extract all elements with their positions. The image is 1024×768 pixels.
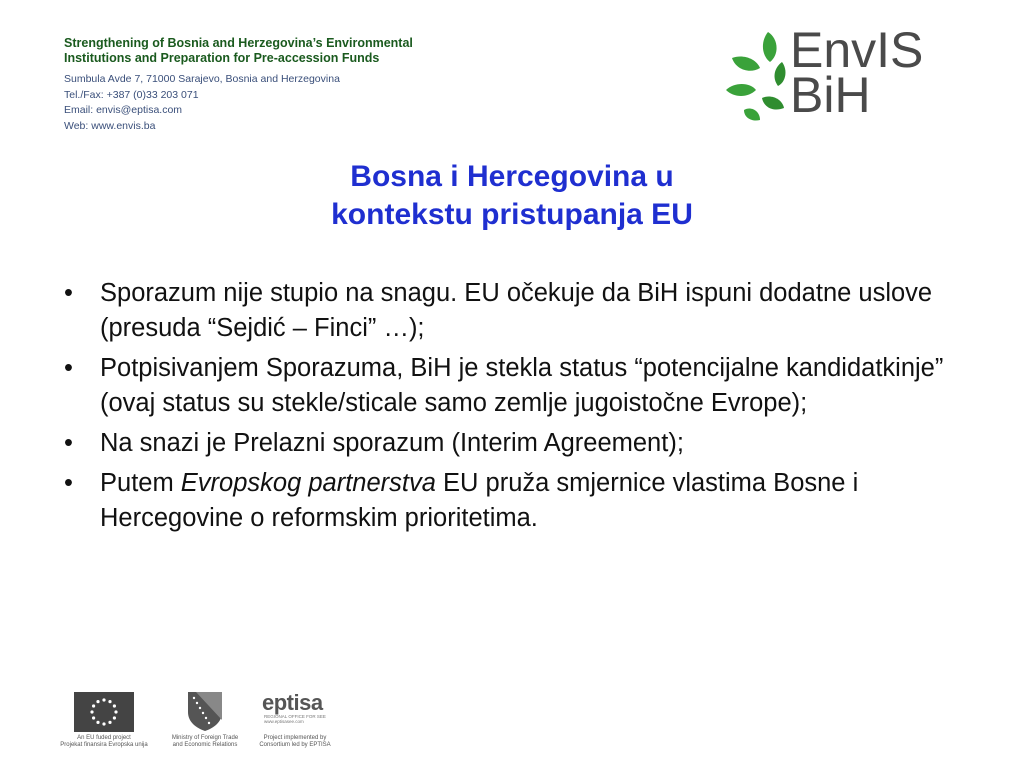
bullet-text-4-pre: Putem [100, 469, 181, 497]
envis-logo [722, 22, 962, 128]
slide-title [0, 158, 1024, 234]
bullet-item-3 [60, 426, 980, 461]
bullet-glyph: • [64, 279, 73, 307]
bullet-text-1: Sporazum nije stupio na snagu. EU očekuje da BiH ispuni dodatne uslove (presuda “Sejdić – Finci” …); [100, 279, 933, 342]
eptisa-caption-1: Project implemented by [263, 735, 327, 741]
bullet-text-4-post: EU pruža smjernice vlastima Bosne i Hercegovine o reformskim prioritetima. [100, 469, 859, 532]
web-text: Web: www.envis.ba [64, 119, 156, 132]
ministry-caption-2: and Economic Relations [172, 742, 238, 748]
eu-caption-2: Projekat finansira Evropska unija [60, 742, 148, 748]
logo-line-1: EnvIS [790, 22, 924, 78]
bullet-glyph: • [64, 354, 73, 382]
bullet-glyph: • [64, 469, 73, 497]
bullet-text-4-italic: Evropskog partnerstva [180, 469, 436, 497]
bullet-item-4 [60, 466, 980, 536]
ministry-caption-1: Ministry of Foreign Trade [171, 735, 239, 741]
email-text: Email: envis@eptisa.com [64, 104, 183, 116]
org-line-1: Strengthening of Bosnia and Herzegovina’s Environmental [64, 36, 413, 50]
eptisa-caption [250, 735, 340, 749]
eu-flag-icon [74, 692, 134, 732]
leaves-icon [722, 28, 792, 128]
eptisa-logo: eptisa [262, 690, 323, 715]
header-org-title [64, 36, 413, 66]
title-line-1: Bosna i Hercegovina u [350, 160, 674, 193]
eptisa-caption-2: Consortium led by EPTISA [259, 742, 331, 748]
contact-block [64, 72, 340, 134]
eptisa-sub [264, 714, 326, 724]
coat-of-arms-icon [186, 690, 224, 732]
bullet-item-1 [60, 276, 980, 346]
phone-text: Tel./Fax: +387 (0)33 203 071 [64, 88, 199, 101]
logo-wordmark [790, 22, 924, 123]
eptisa-sub-2: www.eptisasee.com [264, 719, 304, 724]
address-text: Sumbula Avde 7, 71000 Sarajevo, Bosnia and Herzegovina [64, 73, 340, 85]
bullet-glyph: • [64, 429, 73, 457]
ministry-caption [160, 735, 250, 749]
eptisa-sub-1: REGIONAL OFFICE FOR SEE [264, 714, 326, 719]
footer-logos [50, 690, 350, 760]
bullet-text-2: Potpisivanjem Sporazuma, BiH je stekla status “potencijalne kandidatkinje” (ovaj status su stekle/sticale samo zemlje jugoistočne Evrope); [100, 354, 944, 417]
eu-caption [54, 735, 154, 749]
title-line-2: kontekstu pristupanja EU [331, 198, 693, 231]
bullet-item-2 [60, 351, 980, 421]
org-line-2: Institutions and Preparation for Pre-accession Funds [64, 51, 380, 65]
logo-line-2: BiH [790, 67, 871, 123]
bullet-text-3: Na snazi je Prelazni sporazum (Interim Agreement); [100, 429, 684, 457]
eu-caption-1: An EU fuded project [77, 735, 131, 741]
bullet-list [60, 276, 980, 541]
